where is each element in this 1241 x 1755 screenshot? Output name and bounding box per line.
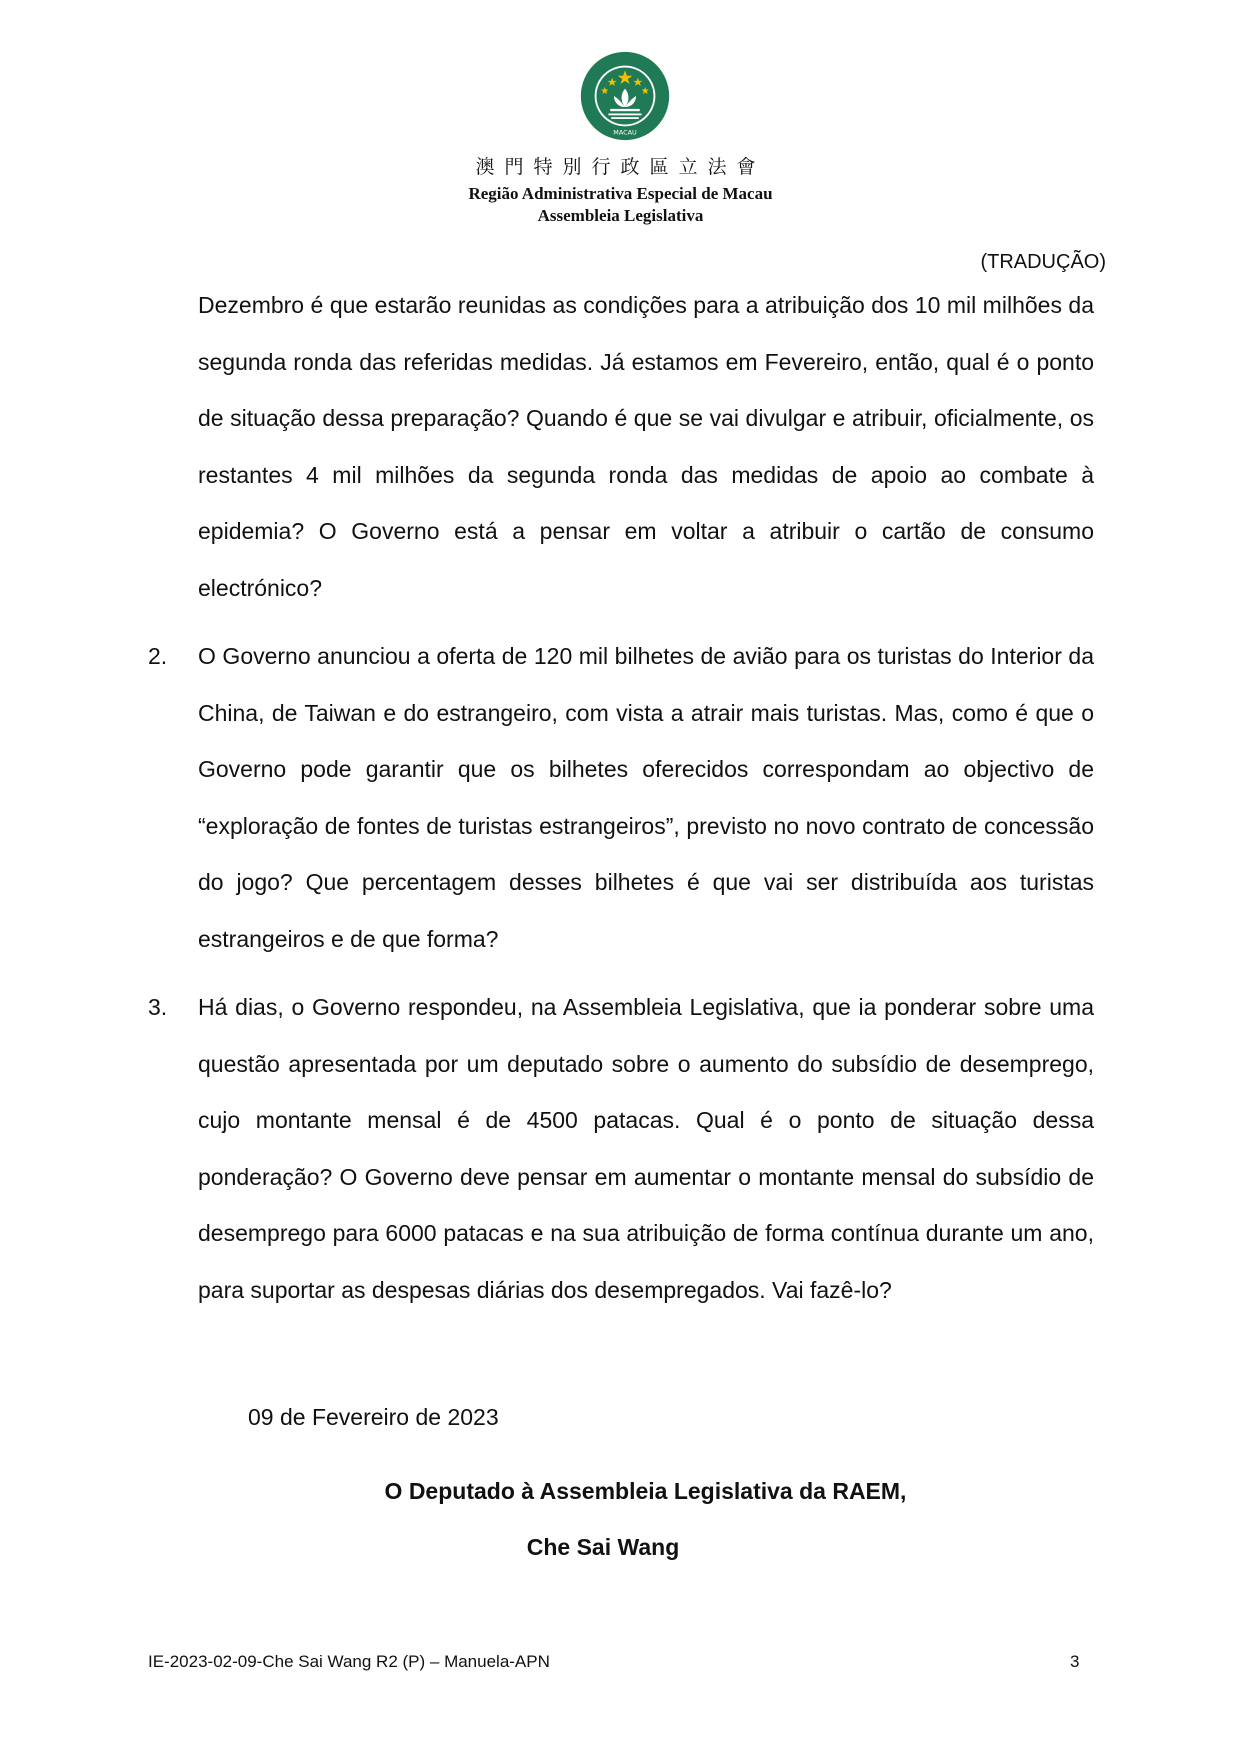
document-date: 09 de Fevereiro de 2023 <box>248 1404 499 1430</box>
paragraph-continuation: Dezembro é que estarão reunidas as condições para a atribuição dos 10 mil milhões da segunda ronda das referidas medidas. Já estamos em Fevereiro, então, qual é o ponto de situação dessa preparação? Quando é que se vai divulgar e atribuir, oficialmente, os restantes 4 mil milhões da segunda ronda das medidas de apoio ao combate à epidemia? O Governo está a pensar em voltar a atribuir o cartão de consumo electrónico? <box>198 292 1094 601</box>
signature-name: Che Sai Wang <box>526 1534 680 1560</box>
region-title: Região Administrativa Especial de Macau <box>468 184 773 203</box>
item-number: 3. <box>148 994 168 1020</box>
footer-reference: IE-2023-02-09-Che Sai Wang R2 (P) – Manuela-APN <box>148 1652 550 1671</box>
paragraph-item-3: Há dias, o Governo respondeu, na Assembleia Legislativa, que ia ponderar sobre uma questão apresentada por um deputado sobre o aumento do subsídio de desemprego, cujo montante mensal é de 4500 patacas. Qual é o ponto de situação dessa ponderação? O Governo deve pensar em aumentar o montante mensal do subsídio de desemprego para 6000 patacas e na sua atribuição de forma contínua durante um ano, para suportar as despesas diárias dos desempregados. Vai fazê-lo? <box>198 994 1094 1303</box>
translation-note: (TRADUÇÃO) <box>980 251 1106 273</box>
page-number: 3 <box>1070 1652 1080 1671</box>
svg-text:MACAU: MACAU <box>613 128 637 137</box>
paragraph-item-2: O Governo anunciou a oferta de 120 mil bilhetes de avião para os turistas do Interior da China, de Taiwan e do estrangeiro, com vista a atrair mais turistas. Mas, como é que o Governo pode garantir que os bilhetes oferecidos correspondam ao objectivo de “exploração de fontes de turistas estrangeiros”, previsto no novo contrato de concessão do jogo? Que percentagem desses bilhetes é que vai ser distribuída aos turistas estrangeiros e de que forma? <box>198 643 1094 952</box>
assembly-title: Assembleia Legislativa <box>537 206 704 225</box>
item-number: 2. <box>148 643 168 669</box>
signature-title: O Deputado à Assembleia Legislativa da RAEM, <box>384 1478 907 1504</box>
macau-emblem-icon <box>579 50 671 142</box>
chinese-institution-title: 澳門特別行政區立法會 <box>475 156 766 178</box>
